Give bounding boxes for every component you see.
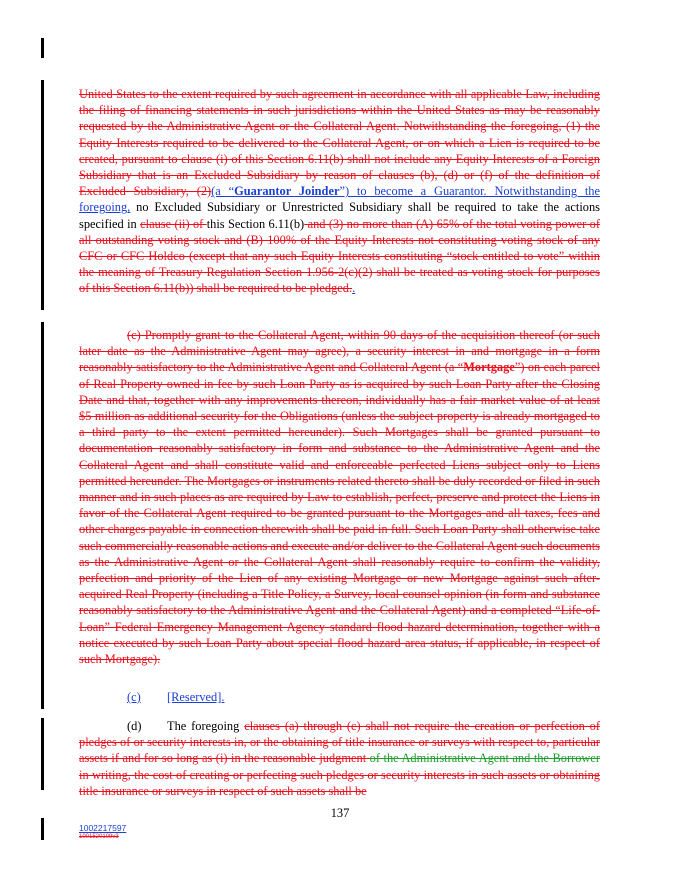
defined-term: Mortgage: [463, 360, 515, 375]
clause-label: (c): [127, 690, 141, 704]
defined-term: Guarantor Joinder: [234, 184, 340, 199]
deleted-text: and (3) no more than (A) 65% of the total voting power of all outstanding voting stock and (B) 100% of the Equity Interests not constituting voting stock of any CFC or CFC Holdco (except that any such Equity Interests constituting “stock entitled to vote” within the meaning of Treasury Regulation Section 1.956-2(c)(2) shall be treated as voting stock for purposes of this Section 6.11(b)) shall be required to be pledged.: [79, 216, 600, 296]
old-document-id: 1001520109v3: [79, 834, 119, 840]
moved-text: of the Administrative Agent and the Borrower: [369, 751, 600, 766]
paragraph-c-reserved: [127, 689, 224, 705]
deleted-text: ”) on each parcel of Real Property owned in fee by such Loan Party as is acquired by such Loan Party after the Closing Date and that, together with any improvements thereon, individually has a fair market value of at least $5 million as additional security for the Obligations (unless the subject property is already mortgaged to a third party to the extent permitted hereunder). Such Mortgages shall be granted pursuant to documentation reasonably satisfactory in form and substance to the Administrative Agent and the Collateral Agent and shall constitute valid and enforceable perfected Liens subject only to Liens permitted hereunder. The Mortgages or instruments related thereto shall be duly recorded or filed in such manner and in such places as are required by Law to establish, perfect, preserve and protect the Liens in favor of the Collateral Agent required to be granted pursuant to the Mortgages and all taxes, fees and other charges payable in connection therewith shall be paid in full. Such Loan Party shall otherwise take such commercially reasonable actions and execute and/or deliver to the Collateral Agent such documents as the Administrative Agent or the Collateral Agent shall reasonably require to confirm the validity, perfection and priority of the Lien of any existing Mortgage or new Mortgage against such after-acquired Real Property (including a Title Policy, a Survey, local counsel opinion (in form and substance reasonably satisfactory to the Administrative Agent and the Collateral Agent) and a completed “Life-of-Loan” Federal Emergency Management Agency standard flood hazard determination, together with a notice executed by such Loan Party about special flood hazard area status, if applicable, in respect of such Mortgage).: [79, 360, 600, 667]
body-text: The foregoing: [167, 719, 245, 733]
inserted-text: .: [352, 281, 356, 296]
paragraph-c-deleted: [79, 327, 600, 667]
body-text: this Section 6.11(b): [206, 216, 305, 231]
paragraph-d: [79, 718, 600, 799]
page-number: 137: [330, 806, 350, 820]
clause-label: (d): [127, 719, 142, 733]
change-bar: [41, 718, 44, 790]
change-bar: [41, 80, 44, 310]
change-bar: [41, 687, 44, 709]
inserted-text: (a “: [211, 184, 235, 199]
deleted-text: clause (ii) of: [140, 216, 207, 231]
deleted-text: in writing, the cost of creating or perfecting such pledges or security interests in such assets or obtaining title insurance or surveys in respect of such assets shall be: [79, 767, 600, 798]
change-bar: [41, 322, 44, 692]
deleted-text: United States to the extent required by such agreement in accordance with all applicable Law, including the filing of financing statements in such jurisdictions within the United States as may be reasonably requested by the Administrative Agent or the Collateral Agent. Notwithstanding the foregoing, (1) the Equity Interests required to be delivered to the Collateral Agent, or on which a Lien is required to be created, pursuant to clause (i) of this Section 6.11(b) shall not include any Equity Interests of a Foreign Subsidiary that is an Excluded Subsidiary by reason of clauses (b), (d) or (f) of the definition of Excluded Subsidiary, (2): [79, 87, 600, 199]
change-bar: [41, 38, 44, 58]
deleted-text: clauses (a) through (c) shall not require the creation or perfection of pledges of or security interests in, or the obtaining of title insurance or surveys with respect to, particular assets if and for so long as (i) in the reasonable judgment: [79, 719, 600, 766]
deleted-text: (c) Promptly grant to the Collateral Agent, within 90 days of the acquisition thereof (or such later date as the Administrative Agent may agree), a security interest in and mortgage in a form reasonably satisfactory to the Administrative Agent and Collateral Agent (a “: [79, 328, 600, 375]
change-bar: [41, 818, 44, 840]
reserved-text: [Reserved].: [167, 690, 225, 704]
body-text: no Excluded Subsidiary or Unrestricted Subsidiary shall be required to take the actions specified in: [79, 200, 600, 231]
inserted-text: ”) to become a Guarantor. Notwithstanding the foregoing,: [79, 184, 600, 215]
paragraph-6-11b-continued: [79, 86, 600, 297]
document-id: 1002217597: [79, 823, 127, 833]
